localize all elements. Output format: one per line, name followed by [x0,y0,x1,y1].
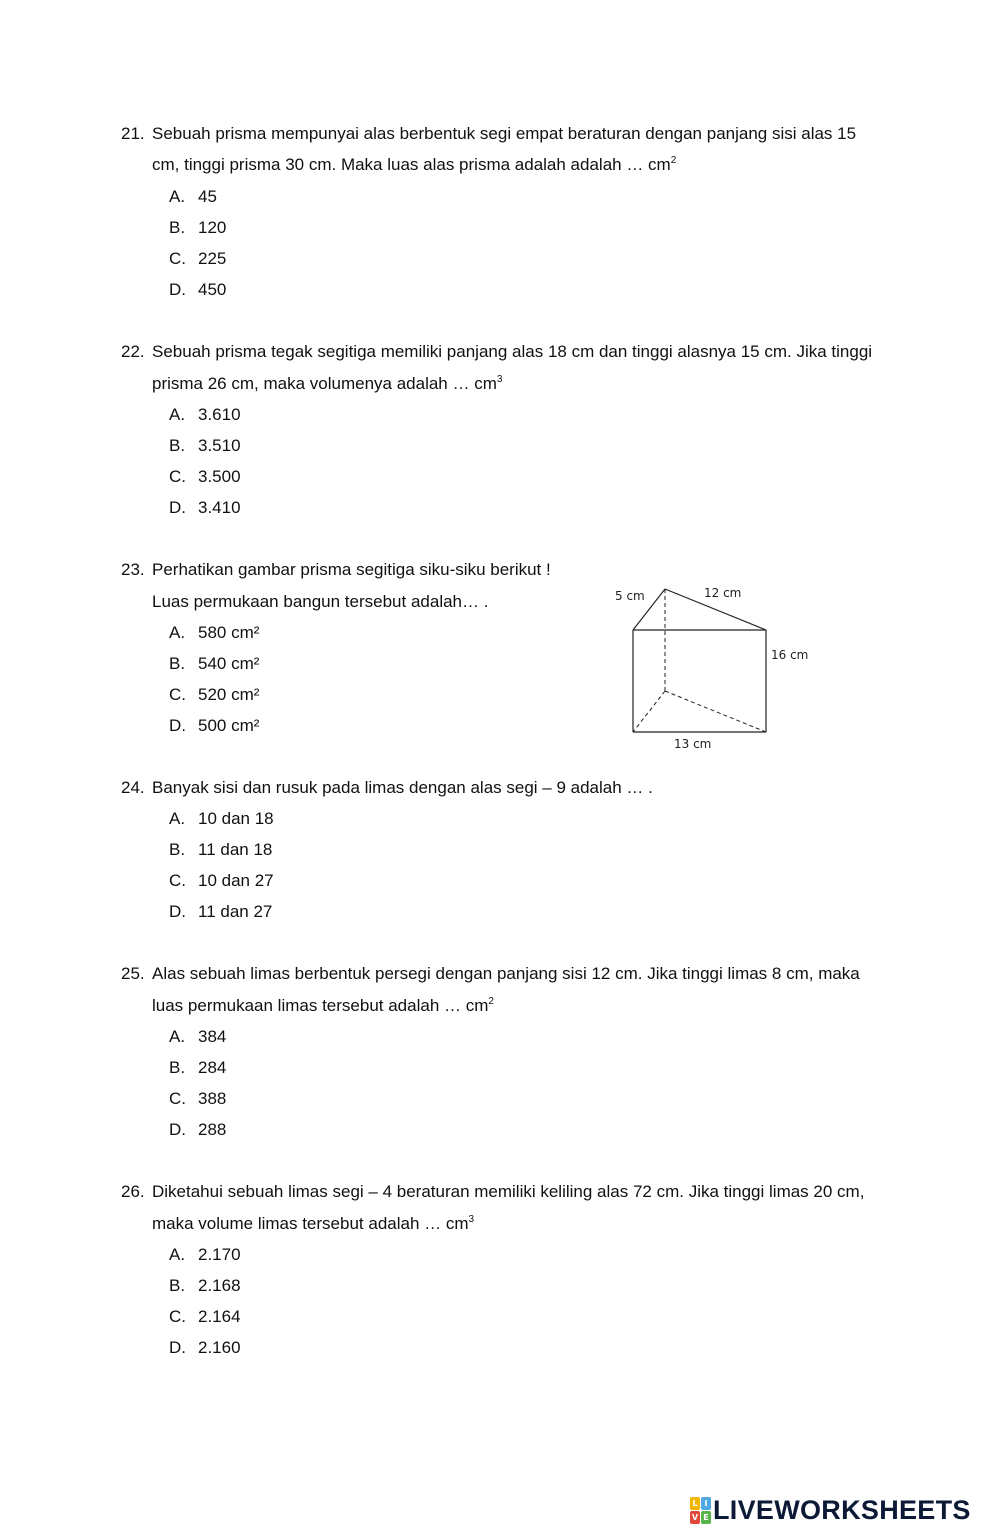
logo-tile: V [691,1512,699,1522]
question-number: 24. [121,778,145,797]
option-c[interactable]: C. 3.500 [169,467,241,486]
option-c[interactable]: C. 388 [169,1089,227,1108]
question-text-line2: maka volume limas tersebut adalah … $cm^3$ [152,1214,475,1233]
label-12cm: 12 cm [704,586,742,600]
superscript: 2 [670,155,677,166]
label-5cm: 5 cm [615,589,645,603]
option-c[interactable]: C. 225 [169,249,227,268]
option-a[interactable]: A. 2.170 [169,1245,241,1264]
question-text-line1: Banyak sisi dan rusuk pada limas dengan alas segi – 9 adalah … . [152,778,653,797]
option-d[interactable]: D. 11 dan 27 [169,902,273,921]
question-number: 21. [121,124,145,143]
prism-figure [600,578,820,758]
question-number: 25. [121,964,145,983]
superscript: 2 [488,996,494,1007]
liveworksheets-logo[interactable] [690,1493,971,1527]
question-text-line2: luas permukaan limas tersebut adalah … $cm^2$ [152,996,494,1015]
option-b[interactable]: B. 284 [169,1058,227,1077]
logo-tile: I [701,1497,711,1510]
question-number: 22. [121,342,145,361]
question-text-line2: cm, tinggi prisma 30 cm. Maka luas alas prisma adalah adalah … $cm^2$ [152,155,677,174]
logo-text: LIVEWORKSHEETS [713,1494,971,1525]
question-text-line1: Diketahui sebuah limas segi – 4 beraturan memiliki keliling alas 72 cm. Jika tinggi limas 20 cm, [152,1182,865,1201]
question-text-line1: Sebuah prisma mempunyai alas berbentuk segi empat beraturan dengan panjang sisi alas 15 [152,124,857,143]
option-a[interactable]: A. 10 dan 18 [169,809,274,828]
option-d[interactable]: D. 500 cm² [169,716,260,735]
option-b[interactable]: B. 120 [169,218,227,237]
option-a[interactable]: A. 384 [169,1027,227,1046]
option-d[interactable]: D. 3.410 [169,498,241,517]
label-16cm: 16 cm [771,648,809,662]
superscript: 3 [468,1214,475,1225]
question-text-line1: Alas sebuah limas berbentuk persegi dengan panjang sisi 12 cm. Jika tinggi limas 8 cm, maka [152,964,860,983]
option-b[interactable]: B. 2.168 [169,1276,241,1295]
option-d[interactable]: D. 2.160 [169,1338,241,1357]
option-b[interactable]: B. 3.510 [169,436,241,455]
option-d[interactable]: D. 288 [169,1120,227,1139]
label-13cm: 13 cm [674,737,712,751]
question-text-line2: prisma 26 cm, maka volumenya adalah … $cm^3$ [152,374,503,393]
option-d[interactable]: D. 450 [169,280,227,299]
option-b[interactable]: B. 540 cm² [169,654,260,673]
logo-tile: E [701,1511,711,1524]
question-text-line1: Sebuah prisma tegak segitiga memiliki panjang alas 18 cm dan tinggi alasnya 15 cm. Jika tinggi [152,342,873,361]
hidden-bottom-right [665,691,766,732]
option-b[interactable]: B. 11 dan 18 [169,840,273,859]
option-c[interactable]: C. 520 cm² [169,685,260,704]
logo-tile: L [690,1497,700,1510]
option-c[interactable]: C. 2.164 [169,1307,241,1326]
hidden-bottom-left [633,691,665,732]
question-number: 26. [121,1182,145,1201]
question-text-line1: Perhatikan gambar prisma segitiga siku-siku berikut ! [152,560,551,579]
question-number: 23. [121,560,145,579]
option-a[interactable]: A. 580 cm² [169,623,260,642]
option-a[interactable]: A. 3.610 [169,405,241,424]
logo-icon [690,1497,711,1524]
option-c[interactable]: C. 10 dan 27 [169,871,274,890]
option-a[interactable]: A. 45 [169,187,217,206]
question-text-line2: Luas permukaan bangun tersebut adalah… . [152,592,489,611]
superscript: 3 [496,374,503,385]
